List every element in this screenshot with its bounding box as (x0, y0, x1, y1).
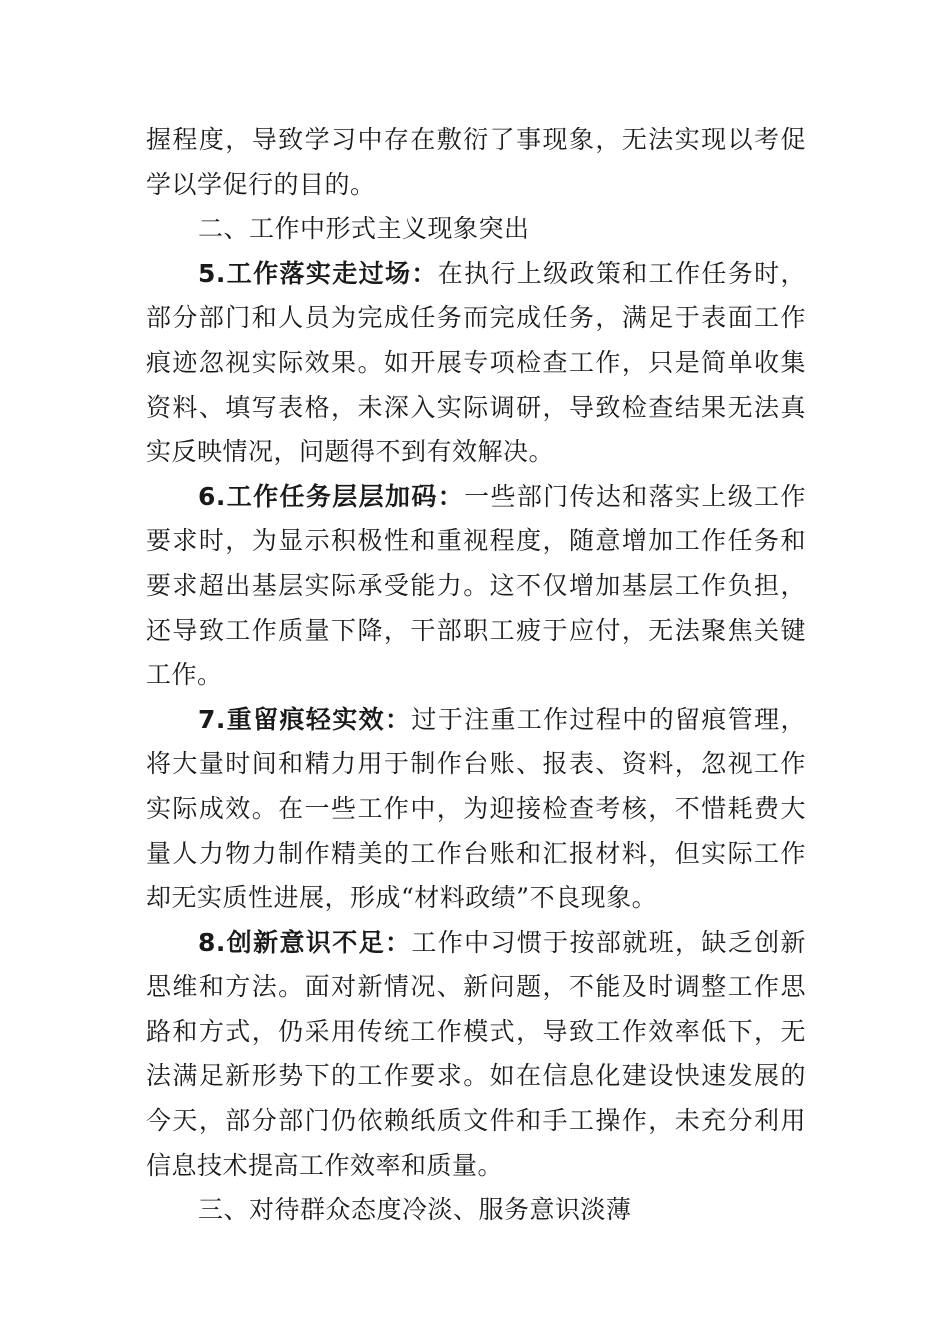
item-paragraph-6 (146, 475, 806, 698)
item-paragraph-5 (146, 252, 806, 475)
item-body-6: 一些部门传达和落实上级工作要求时，为显示积极性和重视程度，随意增加工作任务和要求超出基层实际承受能力。这不仅增加基层工作负担，还导致工作质量下降，干部职工疲于应付，无法聚焦关键工作。 (146, 481, 806, 690)
item-lead-5: 5.工作落实走过场： (198, 258, 438, 288)
item-paragraph-8 (146, 921, 806, 1189)
continuation-paragraph: 握程度，导致学习中存在敷衍了事现象，无法实现以考促学以学促行的目的。 (146, 125, 806, 199)
document-page (146, 118, 806, 1233)
item-body-7: 过于注重工作过程中的留痕管理，将大量时间和精力用于制作台账、报表、资料，忽视工作实际成效。在一些工作中，为迎接检查考核，不惜耗费大量人力物力制作精美的工作台账和汇报材料，但实际工作却无实质性进展，形成“材料政绩”不良现象。 (146, 704, 806, 913)
item-body-5: 在执行上级政策和工作任务时，部分部门和人员为完成任务而完成任务，满足于表面工作痕迹忽视实际效果。如开展专项检查工作，只是简单收集资料、填写表格，未深入实际调研，导致检查结果无法真实反映情况，问题得不到有效解决。 (146, 258, 806, 467)
section-heading-three: 三、对待群众态度冷淡、服务意识淡薄 (198, 1195, 632, 1225)
item-body-8: 工作中习惯于按部就班，缺乏创新思维和方法。面对新情况、新问题，不能及时调整工作思路和方式，仍采用传统工作模式，导致工作效率低下，无法满足新形势下的工作要求。如在信息化建设快速发展的今天，部分部门仍依赖纸质文件和手工操作，未充分利用信息技术提高工作效率和质量。 (146, 927, 806, 1180)
item-lead-8: 8.创新意识不足： (198, 927, 412, 957)
item-lead-7: 7.重留痕轻实效： (198, 704, 412, 734)
item-lead-6: 6.工作任务层层加码： (198, 481, 465, 511)
item-paragraph-7 (146, 698, 806, 921)
section-heading-two: 二、工作中形式主义现象突出 (198, 214, 530, 244)
